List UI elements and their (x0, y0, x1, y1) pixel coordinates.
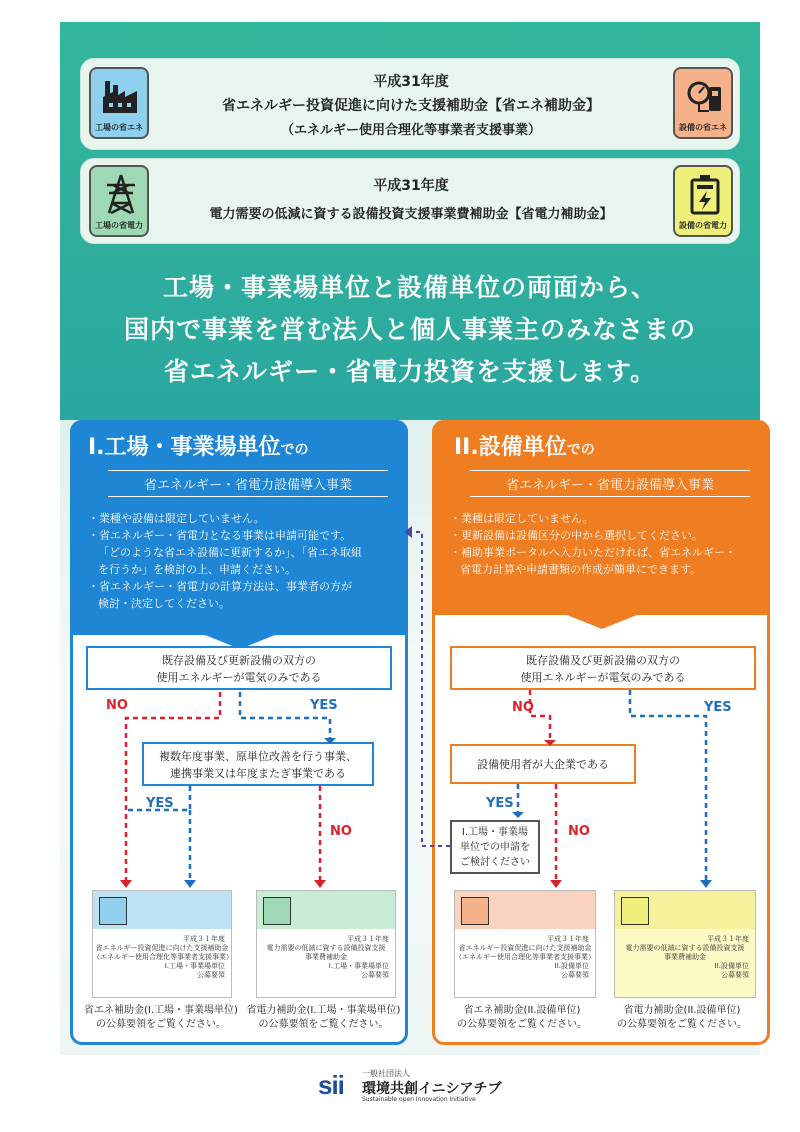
panel1-no-label-2: NO (330, 824, 352, 839)
caption-power-factory (236, 1004, 411, 1032)
headline-line3: 省エネルギー・省電力投資を支援します。 (163, 357, 656, 386)
panel1-bullet: ・業種や設備は限定していません。 (88, 512, 265, 525)
card2-title: 電力需要の低減に資する設備投資支援事業費補助金【省電力補助金】 (209, 207, 613, 222)
caption-line: 省電力補助金(II.設備単位) (623, 1005, 741, 1016)
caption-line: の公募要領をご覧ください。 (457, 1019, 587, 1030)
doc-year: 平成３１年度 (347, 935, 389, 943)
factory-power-badge (89, 165, 149, 237)
redirect-line: ご検討ください (460, 857, 530, 868)
panel1-bullet: ・省エネルギー・省電力となる事業は申請可能です。 (88, 529, 352, 542)
panel1-flow-arrows (70, 690, 408, 895)
equipment-energy-label: 設備の省エネ (679, 123, 727, 132)
factory-icon (99, 897, 127, 925)
battery-icon (687, 173, 723, 215)
doc-year: 平成３１年度 (183, 935, 225, 943)
doc-line: （エネルギー使用合理化等事業者支援事業） (455, 953, 595, 961)
panel1-bullet: ・省エネルギー・省電力の計算方法は、事業者の方が (88, 580, 352, 593)
doc-kind: 公募要領 (561, 971, 589, 979)
panel2-title-main: II.設備単位 (454, 435, 567, 460)
panel1-q2-line2: 連携事業又は年度またぎ事業である (170, 767, 346, 780)
doc-unit: I.工場・事業場単位 (328, 962, 389, 970)
pylon-icon (101, 173, 141, 215)
doc-line: 事業費補助金 (664, 953, 706, 961)
doc-line: 省エネルギー投資促進に向けた支援補助金 (458, 944, 592, 952)
doc-unit: II.設備単位 (714, 962, 749, 970)
panel2-bullet: ・業種は限定していません。 (450, 512, 594, 525)
equipment-power-badge (673, 165, 733, 237)
panel2-title (454, 430, 595, 461)
card1-year: 平成31年度 (373, 74, 449, 90)
factory-energy-label: 工場の省エネ (95, 123, 143, 132)
doc-line: 電力需要の低減に資する設備投資支援 (266, 944, 386, 952)
org-name: 環境共創イニシアチブ (362, 1081, 502, 1097)
panel2-bullet: 省電力計算や申請書類の作成が簡単にできます。 (460, 563, 702, 576)
panel2-no-label-2: NO (568, 824, 590, 839)
doc-kind: 公募要領 (361, 971, 389, 979)
panel2-subtitle: 省エネルギー・省電力設備導入事業 (470, 470, 750, 497)
equipment-power-label: 設備の省電力 (679, 221, 727, 230)
panel1-q1-line2: 使用エネルギーが電気のみである (156, 671, 322, 684)
guideline-doc-energy-equipment[interactable] (454, 890, 596, 998)
caption-line: の公募要領をご覧ください。 (258, 1019, 389, 1030)
doc-year: 平成３１年度 (547, 935, 589, 943)
card2-year: 平成31年度 (373, 178, 449, 194)
subsidy-card-power (80, 158, 740, 244)
doc-cover-band (257, 891, 395, 929)
panel1-title-de: での (280, 442, 309, 458)
caption-energy-factory (76, 1004, 246, 1032)
panel2-q1-line2: 使用エネルギーが電気のみである (520, 671, 686, 684)
panel2-yes-label-1: YES (704, 700, 732, 715)
caption-line: の公募要領をご覧ください。 (96, 1019, 226, 1030)
panel2-yes-label-2: YES (486, 796, 514, 811)
panel2-bullet: ・更新設備は設備区分の中から選択してください。 (450, 529, 703, 542)
pylon-icon (263, 897, 291, 925)
doc-unit: I.工場・事業場単位 (164, 962, 225, 970)
headline-line1: 工場・事業場単位と設備単位の両面から、 (162, 273, 657, 302)
doc-cover-band (455, 891, 595, 929)
panel2-bullet: ・補助事業ポータルへ入力いただければ、省エネルギー・ (450, 546, 736, 559)
factory-icon (101, 77, 141, 117)
sii-logo: sii (318, 1070, 344, 1100)
doc-cover-band (615, 891, 755, 929)
doc-line: 省エネルギー投資促進に向けた支援補助金 (95, 944, 229, 952)
panel1-bullet: を行うか」を検討の上、申請ください。 (98, 563, 296, 576)
factory-energy-badge (89, 67, 149, 139)
doc-year: 平成３１年度 (707, 935, 749, 943)
panel1-title-main: I.工場・事業場単位 (88, 435, 281, 460)
panel2-title-de: での (566, 442, 595, 458)
meter-icon (685, 77, 725, 117)
doc-unit: II.設備単位 (554, 962, 589, 970)
headline-line2: 国内で事業を営む法人と個人事業主のみなさまの (123, 315, 696, 344)
doc-kind: 公募要領 (721, 971, 749, 979)
panel2-question2: 設備使用者が大企業である (450, 744, 636, 784)
doc-line: 電力需要の低減に資する設備投資支援 (625, 944, 745, 952)
caption-line: 省エネ補助金(II.設備単位) (463, 1005, 581, 1016)
doc-cover-band (93, 891, 231, 929)
factory-power-label: 工場の省電力 (95, 221, 143, 230)
caption-energy-equipment (442, 1004, 602, 1032)
redirect-line: I.工場・事業場 (461, 827, 529, 838)
guideline-doc-power-factory[interactable] (256, 890, 396, 998)
panel1-bullet: 「どのような省エネ設備に更新するか」、「省エネ取組 (98, 546, 362, 559)
org-type: 一般社団法人 (362, 1069, 410, 1078)
panel1-no-label-1: NO (106, 698, 128, 713)
org-en: Sustainable open Innovation Initiative (362, 1096, 476, 1103)
equipment-energy-badge (673, 67, 733, 139)
caption-line: 省エネ補助金(I.工場・事業場単位) (84, 1005, 238, 1016)
footer-logo (318, 1068, 518, 1108)
panel1-q1-line1: 既存設備及び更新設備の双方の (162, 654, 316, 667)
panel1-bullet: 検討・決定してください。 (98, 597, 230, 610)
doc-line: （エネルギー使用合理化等事業者支援事業） (93, 953, 233, 961)
redirect-line: 単位での申請を (460, 842, 530, 853)
guideline-doc-energy-factory[interactable] (92, 890, 232, 998)
doc-kind: 公募要領 (197, 971, 225, 979)
caption-line: の公募要領をご覧ください。 (617, 1019, 747, 1030)
panel1-yes-label-1: YES (310, 698, 338, 713)
guideline-doc-power-equipment[interactable] (614, 890, 756, 998)
subsidy-card-energy (80, 58, 740, 150)
panel2-q1-line1: 既存設備及び更新設備の双方の (526, 654, 680, 667)
panel1-title (88, 430, 309, 461)
caption-line: 省電力補助金(I.工場・事業場単位) (246, 1005, 401, 1016)
meter-icon (461, 897, 489, 925)
panel1-bullets (88, 510, 398, 612)
panel1-question1 (86, 646, 392, 690)
panel1-yes-label-2: YES (146, 796, 174, 811)
panel1-q2-line1: 複数年度事業、原単位改善を行う事業、 (159, 750, 357, 763)
card1-title: 省エネルギー投資促進に向けた支援補助金【省エネ補助金】 (222, 98, 600, 114)
caption-power-equipment (602, 1004, 762, 1032)
panel1-subtitle: 省エネルギー・省電力設備導入事業 (108, 470, 388, 497)
doc-line: 事業費補助金 (305, 953, 347, 961)
battery-icon (621, 897, 649, 925)
panel2-no-label-1: NO (512, 700, 534, 715)
card1-subtitle: （エネルギー使用合理化等事業者支援事業） (280, 123, 541, 138)
